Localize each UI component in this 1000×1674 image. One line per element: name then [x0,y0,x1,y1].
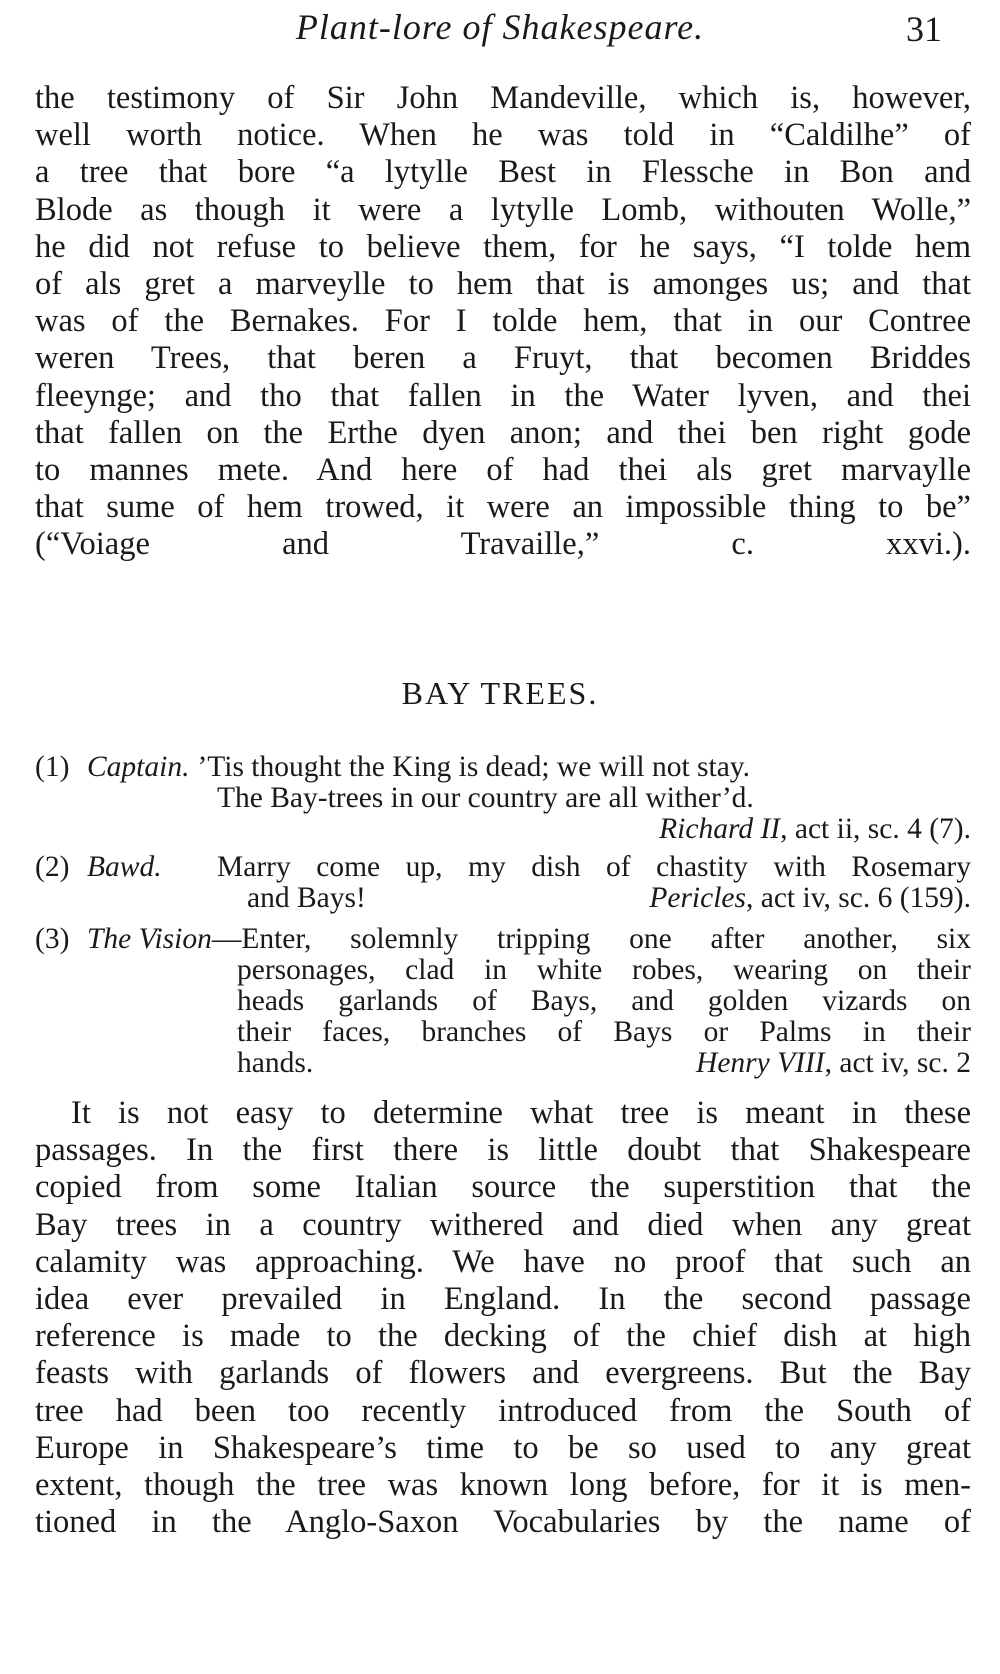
quote-number: (1) [35,751,70,783]
text-line: passages. In the first there is little doubt that Shakespeare [35,1132,971,1169]
text-line: tree had been too recently introduced from the South of [35,1392,971,1429]
quote-citation [35,814,971,845]
citation-title: Henry VIII [696,1047,825,1079]
quote-line: Marry come up, my dish of chastity with Rosemary [217,851,971,883]
quote-line: —Enter, solemnly tripping one after another, six [211,923,971,955]
text-line: the testimony of Sir John Mandeville, which is, however, [35,80,971,116]
body-paragraph [35,1095,971,1541]
text-line: a tree that bore “a lytylle Best in Flessche in Bon and [35,154,971,191]
quote-speaker: The Vision [87,923,212,955]
citation-reference: , act iv, sc. 6 (159). [745,882,971,914]
text-line: that fallen on the Erthe dyen anon; and thei ben right gode [35,414,971,451]
citation-title: Richard II [659,813,781,845]
intro-paragraph [35,80,971,564]
quote-3 [35,924,971,1079]
text-line: Bay trees in a country withered and died when any great [35,1206,971,1243]
page-number: 31 [906,9,942,49]
text-line: It is not easy to determine what tree is meant in these [71,1095,971,1131]
quote-number: (2) [35,851,70,883]
text-line: tioned in the Anglo-Saxon Vocabularies by the name of [35,1504,971,1541]
quote-speaker: Bawd. [87,851,162,883]
text-line: weren Trees, that beren a Fruyt, that becomen Briddes [35,340,971,377]
text-line: well worth notice. When he was told in “Caldilhe” of [35,117,971,154]
text-line: reference is made to the decking of the chief dish at high [35,1318,971,1355]
quote-line: ’Tis thought the King is dead; we will not stay. [197,751,751,783]
text-line: idea ever prevailed in England. In the second passage [35,1281,971,1318]
text-line: copied from some Italian source the superstition that the [35,1169,971,1206]
quote-citation [649,883,971,914]
quote-line: and Bays! [247,882,366,914]
quote-2 [35,852,971,914]
text-line: fleeynge; and tho that fallen in the Water lyven, and thei [35,377,971,414]
text-line: Europe in Shakespeare’s time to be so used to any great [35,1429,971,1466]
citation-reference: , act iv, sc. 2 [824,1047,971,1079]
text-line: calamity was approaching. We have no proof that such an [35,1243,971,1280]
text-line: was of the Bernakes. For I tolde hem, that in our Contree [35,303,971,340]
text-line: that sume of hem trowed, it were an impossible thing to be” [35,489,971,526]
quote-citation [696,1048,971,1079]
citation-title: Pericles [649,882,746,914]
text-line: extent, though the tree was known long before, for it is men- [35,1467,971,1504]
text-line: (“Voiage and Travaille,” c. xxvi.). [35,526,971,563]
quote-1 [35,752,971,845]
section-heading: BAY TREES. [401,675,599,711]
text-line: Blode as though it were a lytylle Lomb, withouten Wolle,” [35,191,971,228]
quote-line: The Bay-trees in our country are all wither’d. [217,782,754,814]
text-line: he did not refuse to believe them, for he says, “I tolde hem [35,228,971,265]
text-line: to mannes mete. And here of had thei als gret marvaylle [35,452,971,489]
page-header [0,6,1000,56]
quote-line: personages, clad in white robes, wearing on their [237,954,971,986]
text-line: of als gret a marveylle to hem that is amonges us; and that [35,266,971,303]
running-title: Plant-lore of Shakespeare. [295,7,705,47]
text-line: feasts with garlands of flowers and evergreens. But the Bay [35,1355,971,1392]
quote-speaker: Captain. [87,751,190,783]
citation-reference: , act ii, sc. 4 (7). [780,813,971,845]
quote-line: heads garlands of Bays, and golden vizards on [237,985,971,1017]
quote-line: hands. [237,1047,314,1079]
quote-number: (3) [35,923,70,955]
quote-line: their faces, branches of Bays or Palms in their [237,1016,971,1048]
